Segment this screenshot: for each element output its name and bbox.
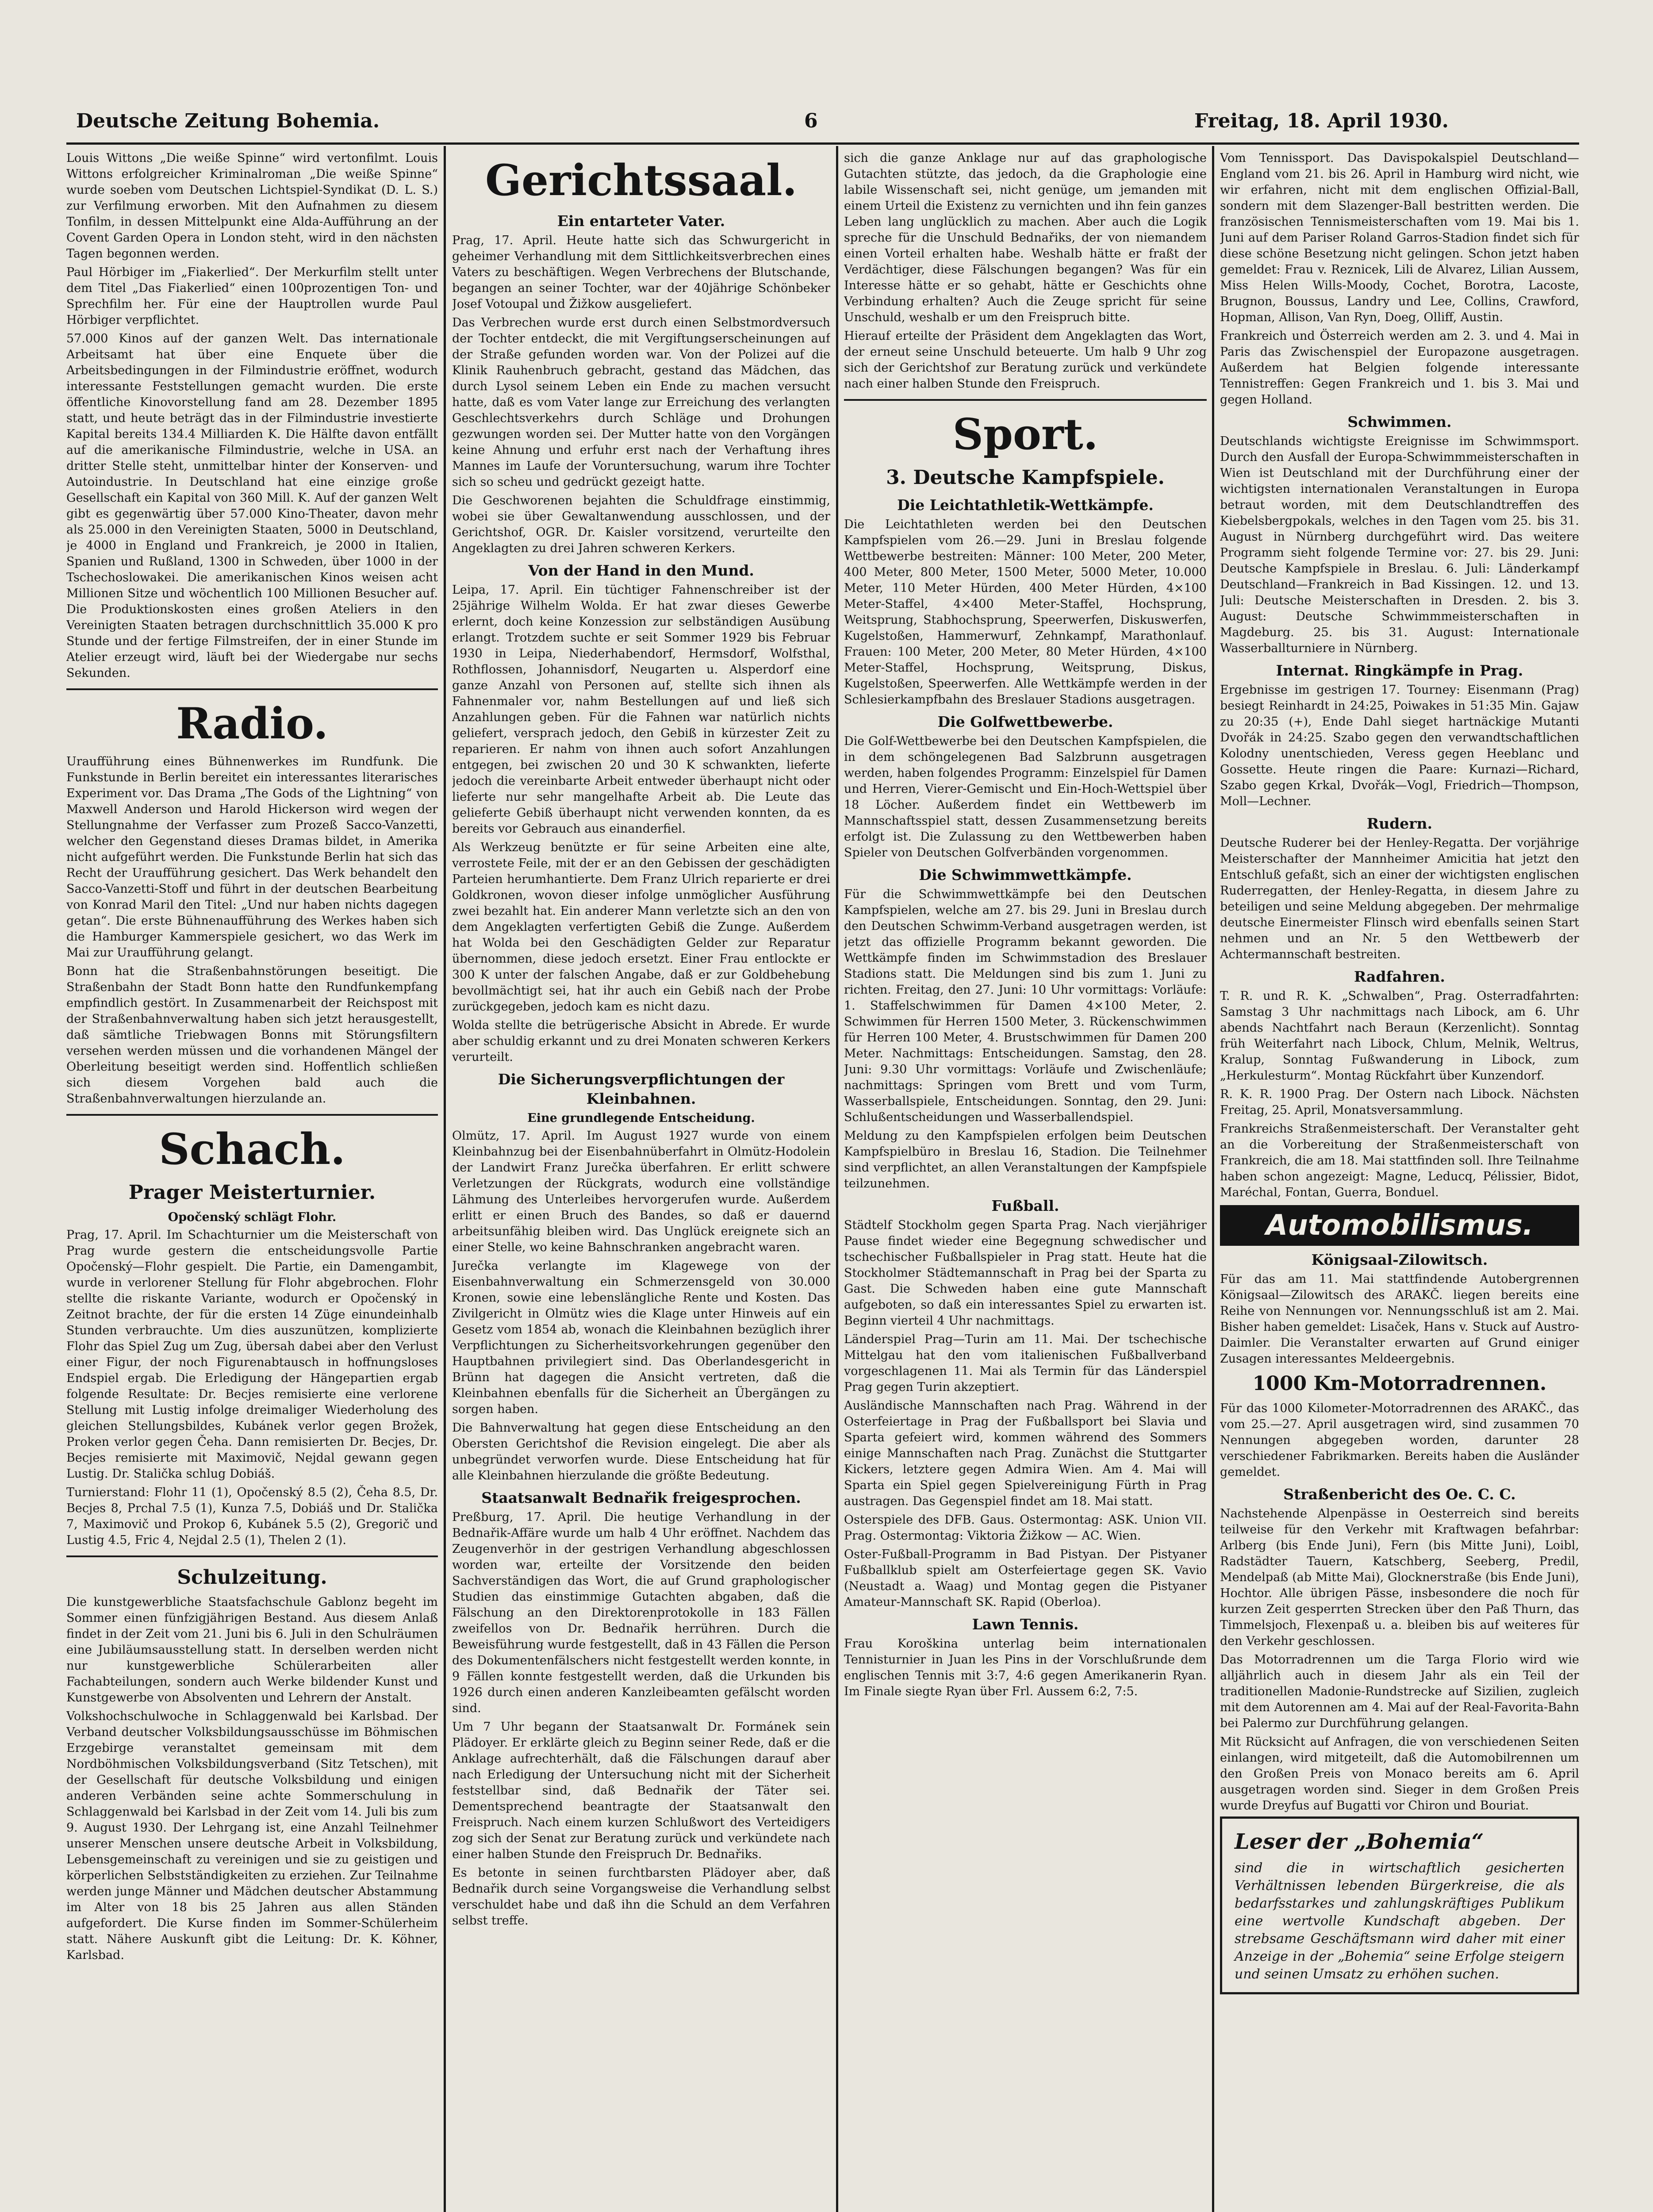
- header-rule: [66, 142, 1579, 145]
- bohemia-ad-box: [1220, 1816, 1579, 1994]
- article-heading: Von der Hand in den Mund.: [528, 562, 754, 579]
- article-paragraph: Länderspiel Prag—Turin am 11. Mai. Der tschechische Mittelgau hat den vom italienischen Fußballverband vorgeschlagenen 11. Mai als Termin für das Länderspiel Prag gegen Turin akzeptiert.: [844, 1333, 1207, 1394]
- column-2: [452, 150, 830, 2212]
- article-paragraph: Nachstehende Alpenpässe in Oesterreich sind bereits teilweise für den Verkehr mit Kraftwagen befahrbar: Arlberg (bis Ende Juni), Fern (bis Mitte Juni), Loibl, Radstädter Tauern, Katschberg, Seeberg, Predil, Mendelpaß (ab Mitte Mai), Glocknerstraße (bis Ende Juni), Hochtor. Alle übrigen Pässe, insbesondere die noch für kurzen Zeit gesperrten Strecken über den Paß Thurn, das Timmelsjoch, Flexenpaß u. a. bleiben bis auf weiteres für den Verkehr geschlossen.: [1220, 1507, 1579, 1648]
- article-paragraph: Meldung zu den Kampfspielen erfolgen beim Deutschen Kampfspielbüro in Breslau 16, Stadion. Die Teilnehmer sind verpflichtet, an allen Veranstaltungen der Kampfspiele teilzunehmen.: [844, 1129, 1207, 1190]
- article-paragraph: Ergebnisse im gestrigen 17. Tourney: Eisenmann (Prag) besiegt Reinhardt in 24:25, Poiwakes in 51:35 Min. Gajaw zu 20:35 (+), Ende Dahl sieget hartnäckige Mutanti Dvořák in 24:25. Szabo gegen den verwandtschaftlichen Kolodny unentschieden, Veress gegen Heeblanc und Gossette. Heute ringen die Paare: Kurnazi—Richard, Szabo gegen Krkal, Dvořák—Vogl, Friedrich—Thompson, Moll—Lechner.: [1220, 683, 1579, 808]
- radio-heading: Radio.: [176, 699, 328, 749]
- page-number: 6: [804, 110, 818, 132]
- article-paragraph: Die Geschworenen bejahten die Schuldfrage einstimmig, wobei sie über Gewaltanwendung ausschlossen, und der Gerichtshof, OGR. Dr. Kaisler vorsitzend, verurteilte den Angeklagten zu drei Jahren schweren Kerkers.: [452, 494, 830, 555]
- ad-title: Leser der „Bohemia“: [1235, 1829, 1484, 1854]
- divider: [66, 1114, 438, 1116]
- article-paragraph: Für das am 11. Mai stattfindende Autobergrennen Königsaal—Zilowitsch des ARAKČ. liegen bereits eine Reihe von Nennungen vor. Nennungsschluß ist am 2. Mai. Bisher haben gemeldet: Lisaček, Hans v. Stuck auf Austro-Daimler. Die Veranstalter erwarten auf Grund einiger Zusagen interessantes Meldeergebnis.: [1220, 1272, 1579, 1366]
- article-subheading: Eine grundlegende Entscheidung.: [527, 1111, 755, 1125]
- article-heading: Straßenbericht des Oe. C. C.: [1283, 1486, 1516, 1503]
- article-paragraph: Um 7 Uhr begann der Staatsanwalt Dr. Formánek sein Plädoyer. Er erklärte gleich zu Beginn seiner Rede, daß er die Anklage aufrechterhält, daß die Fälschungen darauf aber nach Erledigung der Untersuchung nicht mit der Sicherheit feststellbar sind, daß Bednařik der Täter sei. Dementsprechend beantragte der Staatsanwalt den Freispruch. Nach einem kurzen Schlußwort des Verteidigers zog sich der Senat zur Beratung zurück und verkündete nach einer halben Stunde den Freispruch Dr. Bednařiks.: [452, 1720, 830, 1861]
- article-paragraph: R. K. R. 1900 Prag. Der Ostern nach Libock. Nächsten Freitag, 25. April, Monatsversammlung.: [1220, 1087, 1579, 1117]
- article-paragraph: Wolda stellte die betrügerische Absicht in Abrede. Er wurde aber schuldig erkannt und zu drei Monaten schweren Kerkers verurteilt.: [452, 1018, 830, 1064]
- automobilismus-banner: Automobilismus.: [1220, 1205, 1579, 1246]
- article-paragraph: Das Verbrechen wurde erst durch einen Selbstmordversuch der Tochter entdeckt, die mit Vergiftungserscheinungen auf der Straße gefunden worden war. Von der Polizei auf die Klinik Rauhenbruch gebracht, gestand das Mädchen, das durch Lysol seinem Leben ein Ende zu machen versucht hatte, daß es vom Vater lange zur Erreichung des verlangten Geschlechtsverkehrs durch Schläge und Drohungen gezwungen worden sei. Der Mutter hatte von den Vorgängen keine Ahnung und erfuhr erst nach der Verhaftung ihres Mannes im Laufe der Voruntersuchung, warum ihre Tochter sich so scheu und gedrückt gezeigt hatte.: [452, 316, 830, 489]
- article-paragraph: Leipa, 17. April. Ein tüchtiger Fahnenschreiber ist der 25jährige Wilhelm Wolda. Er hat zwar dieses Gewerbe erlernt, doch keine Konzession zur selbständigen Ausübung erlangt. Trotzdem suchte er seit Sommer 1929 bis Februar 1930 in Leipa, Niederhabendorf, Hermsdorf, Wolfsthal, Rothflossen, Johannisdorf, Neugarten u. Alsperdorf eine ganze Anzahl von Personen auf, stellte sich ihnen als Fahnenmaler vor, nahm Bestellungen auf und ließ sich Anzahlungen geben. Für die Fahnen war natürlich nichts geliefert, versprach jedoch, den Gebiß in kürzester Zeit zu reparieren. Er nahm von ihnen auch sofort Anzahlungen entgegen, bei zwischen 20 und 30 K schwankten, lieferte jedoch die vereinbarte Arbeit entweder überhaupt nicht oder lieferte nur sehr mangelhafte Arbeit ab. Die Leute das gelieferte Gebiß überhaupt nicht verwenden konnten, da es bereits vor Gebrauch aus einanderfiel.: [452, 583, 830, 836]
- article-heading: Die Leichtathletik-Wettkämpfe.: [897, 496, 1154, 514]
- article-heading: Radfahren.: [1354, 968, 1446, 985]
- article-radio-uraufführung: Uraufführung eines Bühnenwerkes im Rundfunk. Die Funkstunde in Berlin bereitet ein interessantes literarisches Experiment vor. Das Drama „The Gods of the Lightning“ von Maxwell Anderson und Harold Hickerson wird wegen der Stellungnahme der Verfasser zum Prozeß Sacco-Vanzetti, welcher den Gegenstand dieses Dramas bildet, in Amerika nicht aufgeführt werden. Die Funkstunde Berlin hat sich das Recht der Uraufführung gesichert. Das Werk behandelt den Sacco-Vanzetti-Stoff und führt in der deutschen Bearbeitung von Konrad Maril den Titel: „Und nur haben nichts dagegen getan“. Die erste Bühnenaufführung des Werkes haben sich die Hamburger Kammerspiele gesichert, wo das Werk im Mai zur Uraufführung gelangt.: [66, 755, 438, 960]
- divider: [66, 688, 438, 690]
- article-gablonz: Die kunstgewerbliche Staatsfachschule Gablonz begeht im Sommer einen fünfzigjährigen Bestand. Aus diesem Anlaß findet in der Zeit vom 21. Juni bis 6. Juli in den Schulräumen eine Jubiläumsausstellung statt. In derselben werden nicht nur kunstgewerbliche Schülerarbeiten aller Fachabteilungen, sondern auch Werke bildender Kunst und Kunstgewerbe von Absolventen und Lehrern der Anstalt.: [66, 1595, 438, 1705]
- divider: [844, 399, 1207, 401]
- article-paragraph: Mit Rücksicht auf Anfragen, die von verschiedenen Seiten einlangen, wird mitgeteilt, daß die Automobilrennen um den Großen Preis von Monaco bereits am 6. April ausgetragen worden sind. Sieger in dem Großen Preis wurde Dreyfus auf Bugatti vor Chiron und Bouriat.: [1220, 1735, 1579, 1813]
- article-schlaggenwald: Volkshochschulwoche in Schlaggenwald bei Karlsbad. Der Verband deutscher Volksbildungsausschüsse im Böhmischen Erzgebirge veranstaltet gemeinsam mit dem Nordböhmischen Volksbildungsverband (Sitz Tetschen), mit der Gesellschaft für deutsche Volksbildung und einigen anderen Verbänden seine achte Sommerschulung in Schlaggenwald bei Karlsbad in der Zeit vom 14. Juli bis zum 9. August 1930. Der Lehrgang ist, eine Anzahl Teilnehmer unserer Menschen unsere deutsche Arbeit in Volksbildung, Lebensgemeinschaft zu vereinigen und sie zu geistigen und körperlichen Selbstständigkeiten zu erziehen. Zur Teilnahme werden junge Männer und Mädchen deutscher Abstammung im Alter von 18 bis 25 Jahren aus allen Ständen aufgefordert. Die Kurse finden im Sommer-Schülerheim statt. Nähere Auskunft gibt die Leitung: Dr. K. Köhner, Karlsbad.: [66, 1709, 438, 1962]
- article-paragraph: Prag, 17. April. Heute hatte sich das Schwurgericht in geheimer Verhandlung mit dem Sittlichkeitsverbrechen eines Vaters zu beschäftigen. Wegen Verbrechens der Blutschande, begangen an seiner Tochter, war der 40jährige Schönbeker Josef Votoupal und Žižkow ausgeliefert.: [452, 234, 830, 311]
- kampfspiele-heading: 3. Deutsche Kampfspiele.: [886, 466, 1165, 489]
- article-paragraph: Deutsche Ruderer bei der Henley-Regatta. Der vorjährige Meisterschafter der Mannheimer Amicitia hat jetzt den Entschluß gefaßt, sich an einer der wichtigsten englischen Ruderregatten, der Henley-Regatta, in diesem Jahre zu beteiligen und seine Meldung abgegeben. Der mehrmalige deutsche Einermeister Flinsch wird ebenfalls seinen Start nehmen und an Nr. 5 den Wettbewerb der Achtermannschaft bestreiten.: [1220, 836, 1579, 961]
- article-paragraph: Die Leichtathleten werden bei den Deutschen Kampfspielen vom 26.—29. Juni in Breslau folgende Wettbewerbe bestreiten: Männer: 100 Meter, 200 Meter, 400 Meter, 800 Meter, 1500 Meter, 5000 Meter, 10.000 Meter, 110 Meter Hürden, 400 Meter Hürden, 4×100 Meter-Staffel, 4×400 Meter-Staffel, Hochsprung, Weitsprung, Stabhochsprung, Speerwerfen, Diskuswerfen, Kugelstoßen, Hammerwurf, Zehnkampf, Marathonlauf. Frauen: 100 Meter, 200 Meter, 80 Meter Hürden, 4×100 Meter-Staffel, Hochsprung, Weitsprung, Diskus, Kugelstoßen, Speerwerfen. Alle Wettkämpfe werden in der Schlesierkampfbahn des Breslauer Stadions ausgetragen.: [844, 518, 1207, 707]
- column-rule-1: [444, 146, 446, 2212]
- article-paragraph: Frankreich und Österreich werden am 2. 3. und 4. Mai in Paris das Zwischenspiel der Europazone ausgetragen. Außerdem hat Belgien folgende interessante Tennistreffen: Gegen Frankreich und 1. bis 3. Mai und gegen Holland.: [1220, 329, 1579, 407]
- article-paragraph: Preßburg, 17. April. Die heutige Verhandlung in der Bednařik-Affäre wurde um halb 4 Uhr eröffnet. Nachdem das Zeugenverhör in der gestrigen Verhandlung abgeschlossen worden war, erteilte der Vorsitzende den beiden Sachverständigen das Wort, die auf Grund graphologischer Studien das einstimmige Gutachten abgaben, daß die Fälschung an den Direktorenprotokolle in 183 Fällen zweifellos von Dr. Bednařik herrühren. Durch die Beweisführung wurde festgestellt, daß in 43 Fällen die Person des Dokumentenfälschers nicht festgestellt werden konnte, in 9 Fällen konnte festgestellt werden, daß die Urkunden bis 1926 durch einen anderen Kanzleibeamten gefälscht worden sind.: [452, 1510, 830, 1715]
- article-paragraph: T. R. und R. K. „Schwalben“, Prag. Osterradfahrten: Samstag 3 Uhr nachmittags nach Libock, am 6. Uhr abends Nachtfahrt nach Beraun (Kerzenlicht). Sonntag früh Weiterfahrt nach Libock, Chlum, Melnik, Weltrus, Kralup, Sonntag Fußwanderung in Libock, zum „Herkulesturm“. Montag Rückfahrt über Kunzendorf.: [1220, 989, 1579, 1083]
- article-paragraph: sich die ganze Anklage nur auf das graphologische Gutachten stützte, das jedoch, da die Graphologie eine labile Wissenschaft sei, nicht genüge, um jemanden mit einem Urteil die Existenz zu vernichten und ihn fein ganzes Leben lang unglücklich zu machen. Aber auch die Logik spreche für die Unschuld Bednařiks, der von niemandem einen Vorteil erhalten habe. Weshalb hätte er fraßt der Verdächtiger, diese Fälschungen begangen? Was für ein Interesse hätte er so gehabt, hätte er Geschichts ohne Verbindung erhalten? Auch die Zeuge spricht für seine Unschuld, weshalb er um den Freispruch bitte.: [844, 151, 1207, 324]
- divider: [66, 1555, 438, 1557]
- article-schach: Prag, 17. April. Im Schachturnier um die Meisterschaft von Prag wurde gestern die entscheidungsvolle Partie Opočenský—Flohr gespielt. Die Partie, ein Damengambit, wurde in verlorener Stellung für Flohr abgebrochen. Flohr stellte die riskante Variante, wodurch er Opočenský in Zeitnot brachte, der für die ersten 14 Züge einundeinhalb Stunden verbrauchte. Um dies auszunützen, komplizierte Flohr das Spiel Zug um Zug, übersah dabei aber den Verlust einer Figur, der noch Figurenabtausch in hoffnungsloses Endspiel ergab. Die Erledigung der Hängepartien ergab folgende Resultate: Dr. Becjes remisierte eine verlorene Stellung mit Lustig infolge dreimaliger Wiederholung des gleichen Stellungsbildes, Kubánek verlor gegen Brožek, Proken verlor gegen Čeha. Dann remisierten Dr. Becjes, Dr. Becjes remisierte mit Maximovič, Nejdal gewann gegen Lustig. Dr. Stalička schlug Dobiáš.: [66, 1228, 438, 1481]
- column-1: [66, 150, 438, 2212]
- article-paragraph: Oster-Fußball-Programm in Bad Pistyan. Der Pistyaner Fußballklub spielt am Osterfeiertage gegen SK. Vavio (Neustadt a. Waag) und Montag gegen die Pistyaner Amateur-Mannschaft SK. Rapid (Oberloa).: [844, 1548, 1207, 1609]
- article-paragraph: Für das 1000 Kilometer-Motorradrennen des ARAKČ., das vom 25.—27. April ausgetragen wird, sind zusammen 70 Nennungen abgegeben worden, darunter 28 verschiedener Fabrikmarken. Bereits haben die Ausländer gemeldet.: [1220, 1402, 1579, 1479]
- article-schach-stand: Turnierstand: Flohr 11 (1), Opočenský 8.5 (2), Čeha 8.5, Dr. Becjes 8, Prchal 7.5 (1), Kunza 7.5, Dobiáš und Dr. Stalička 7, Maximovič und Prokop 6, Kubánek 5.5 (2), Gregorič und Lustig 4.5, Fric 4, Nejdal 2.5 (1), Thelen 2 (1).: [66, 1486, 438, 1547]
- sport-heading: Sport.: [952, 409, 1098, 459]
- column-3: [844, 150, 1207, 2212]
- article-heading: Die Schwimmwettkämpfe.: [919, 866, 1132, 883]
- article-paragraph: Frankreichs Straßenmeisterschaft. Der Veranstalter geht an die Vorbereitung der Straßenmeisterschaft von Frankreich, die am 18. Mai stattfinden soll. Ihre Teilnahme haben schon angezeigt: Magne, Leducq, Pélissier, Bidot, Maréchal, Fontan, Guerra, Bonduel.: [1220, 1122, 1579, 1199]
- article-paragraph: Als Werkzeug benützte er für seine Arbeiten eine alte, verrostete Feile, mit der er an den Gebissen der geschädigten Parteien herumhantierte. Dem Franz Ulrich reparierte er drei Goldkronen, wovon dieser infolge unmöglicher Ausführung zwei bezahlt hat. Ein anderer Mann verletzte sich an den von dem Angeklagten verfertigten Gebiß die Zunge. Außerdem hat Wolda bei den Geschädigten Gelder zur Reparatur übernommen, diese jedoch ersetzt. Einer Frau entlockte er 300 K unter der falschen Angabe, daß er zur Goldbehebung bevollmächtigt sei, hat ihr auch ein Gebiß nach der Probe zurückgegeben, jedoch kam es nicht dazu.: [452, 841, 830, 1014]
- ad-text: sind die in wirtschaftlich gesicherten Verhältnissen lebenden Bürgerkreise, die als bedarfsstarkes und zahlungskräftiges Publikum eine wertvolle Kundschaft abgeben. Der strebsame Geschäftsmann wird daher mit einer Anzeige in der „Bohemia“ seine Erfolge steigern und seinen Umsatz zu erhöhen suchen.: [1235, 1860, 1565, 1982]
- article-paragraph: Städtelf Stockholm gegen Sparta Prag. Nach vierjähriger Pause findet wieder eine Begegnung schwedischer und tschechischer Fußballspieler in Prag statt. Heute hat die Stockholmer Städtemannschaft in Prag bei der Sparta zu Gast. Die Schweden haben eine gute Mannschaft aufgeboten, so daß ein interessantes Spiel zu erwarten ist. Beginn vierteil 4 Uhr nachmittags.: [844, 1218, 1207, 1328]
- schach-subheading: Prager Meisterturnier.: [128, 1181, 376, 1204]
- issue-date: Freitag, 18. April 1930.: [1194, 110, 1449, 132]
- column-4: [1220, 150, 1579, 2212]
- article-heading: Lawn Tennis.: [972, 1616, 1079, 1633]
- article-radio-bonn: Bonn hat die Straßenbahnstörungen beseitigt. Die Straßenbahn der Stadt Bonn hatte den Rundfunkempfang empfindlich gestört. In Zusammenarbeit der Reichspost mit der Straßenbahnverwaltung haben sich jetzt herausgestellt, daß sämtliche Triebwagen Bonns mit Störungsfiltern versehen werden müssen und die vorhandenen Mängel der Oberleitung beseitigt werden sind. Hoffentlich schließen sich diesem Vorgehen bald auch die Straßenbahnverwaltungen hierzulande an.: [66, 964, 438, 1106]
- column-rule-3: [1212, 146, 1214, 2212]
- article-heading: Internat. Ringkämpfe in Prag.: [1276, 662, 1523, 679]
- gerichtssaal-heading: Gerichtssaal.: [485, 155, 798, 205]
- schach-subheading-2: Opočenský schlägt Flohr.: [168, 1210, 337, 1224]
- article-paragraph: Die Golf-Wettbewerbe bei den Deutschen Kampfspielen, die in dem schöngelegenen Bad Salzbrunn ausgetragen werden, haben folgendes Programm: Einzelspiel für Damen und Herren, Vierer-Gemischt und Ein-Hoch-Wettspiel über 18 Löcher. Außerdem findet ein Wettbewerb im Mannschaftsspiel statt, dessen Zusammensetzung bereits erfolgt ist. Die Zulassung zu den Wettbewerben haben Spieler von Deutschen Golfverbänden vorgenommen.: [844, 734, 1207, 860]
- article-paragraph: Vom Tennissport. Das Davispokalspiel Deutschland—England vom 21. bis 26. April in Hamburg wird nicht, wie wir erfahren, nicht mit dem englischen Offizial-Ball, sondern mit dem Slazenger-Ball bestritten werden. Die französischen Tennismeisterschaften vom 19. Mai bis 1. Juni auf dem Pariser Roland Garros-Stadion findet sich für diese schöne Besetzung nicht gelingen. Schon jetzt haben gemeldet: Frau v. Reznicek, Lili de Alvarez, Lilian Aussem, Miss Helen Wills-Moody, Cochet, Borotra, Lacoste, Brugnon, Boussus, Landry und Lee, Collins, Crawford, Hopman, Allison, Van Ryn, Doeg, Olliff, Austin.: [1220, 151, 1579, 324]
- article-paragraph: Olmütz, 17. April. Im August 1927 wurde von einem Kleinbahnzug bei der Eisenbahnüberfahrt in Olmütz-Hodolein der Landwirt Franz Jurečka überfahren. Er erlitt schwere Verletzungen der Rückgrats, wodurch eine vollständige Lähmung des Unterleibes hervorgerufen wurde. Außerdem erlitt er einen Bruch des Bandes, so daß er dauernd arbeitsunfähig bleiben wird. Das Unglück ereignete sich an einer Stelle, wo keine Bahnschranken angebracht waren.: [452, 1129, 830, 1254]
- article-heading: Die Sicherungsverpflichtungen der Kleinbahnen.: [498, 1071, 785, 1107]
- article-paragraph: Für die Schwimmwettkämpfe bei den Deutschen Kampfspielen, welche am 27. bis 29. Juni in Breslau durch den Deutschen Schwimm-Verband ausgetragen werden, ist jetzt das offizielle Programm bekannt geworden. Die Wettkämpfe finden im Schwimmstadion des Breslauer Stadions statt. Die Meldungen sind bis zum 1. Juni zu richten. Freitag, den 27. Juni: 10 Uhr vormittags: Vorläufe: 1. Staffelschwimmen für Damen 4×100 Meter, 2. Schwimmen für Herren 1500 Meter, 3. Rückenschwimmen für Herren 100 Meter, 4. Brustschwimmen für Damen 200 Meter. Nachmittags: Entscheidungen. Samstag, den 28. Juni: 9.30 Uhr vormittags: Vorläufe und Zwischenläufe; nachmittags: Springen vom Brett und vom Turm, Wasserballspiele, Entscheidungen. Sonntag, den 29. Juni: Schlußentscheidungen und Wasserballendspiel.: [844, 887, 1207, 1124]
- article-heading: 1000 Km-Motorradrennen.: [1252, 1372, 1547, 1395]
- article-paragraph: Es betonte in seinen furchtbarsten Plädoyer aber, daß Bednařik durch seine Vorgangsweise die Verhandlung selbst verschuldet habe und daß ihn die Schuld an dem Verfahren selbst treffe.: [452, 1866, 830, 1928]
- article-heading: Staatsanwalt Bednařik freigesprochen.: [481, 1489, 801, 1506]
- article-paragraph: Hierauf erteilte der Präsident dem Angeklagten das Wort, der erneut seine Unschuld beteuerte. Um halb 9 Uhr zog sich der Gerichtshof zur Beratung zurück und verkündete nach einer halben Stunde den Freispruch.: [844, 329, 1207, 391]
- article-weisse-spinne: Louis Wittons „Die weiße Spinne“ wird vertonfilmt. Louis Wittons erfolgreicher Kriminalroman „Die weiße Spinne“ wurde soeben vom Deutschen Lichtspiel-Syndikat (D. L. S.) zur Verfilmung erworben. Mit den Aufnahmen zu diesem Tonfilm, in dessen Mittelpunkt eine Alda-Aufführung an der Covent Garden Opera in London steht, wird in den nächsten Tagen begonnen werden.: [66, 151, 438, 261]
- article-heading: Ein entarteter Vater.: [557, 212, 725, 230]
- article-paragraph: Osterspiele des DFB. Gaus. Ostermontag: ASK. Union VII. Prag. Ostermontag: Viktoria Žižkow — AC. Wien.: [844, 1513, 1207, 1543]
- article-paragraph: Die Bahnverwaltung hat gegen diese Entscheidung an den Obersten Gerichtshof die Revision eingelegt. Die aber als unbegründet verworfen wurde. Diese Entscheidung hat für alle Kleinbahnen hierzulande die größte Bedeutung.: [452, 1421, 830, 1482]
- article-heading: Rudern.: [1366, 815, 1433, 832]
- article-paragraph: Deutschlands wichtigste Ereignisse im Schwimmsport. Durch den Ausfall der Europa-Schwimmmeisterschaften in Wien ist Deutschland mit der Durchführung einer der wichtigsten internationalen Veranstaltungen in Europa betraut worden, mit dem Deutschlandtreffen des Kiebelsbergpokals, welches in den Tagen vom 25. bis 31. August in Nürnberg durchgeführt wird. Das weitere Programm sieht folgende Termine vor: 27. bis 29. Juni: Deutsche Kampfspiele in Breslau. 6. Juli: Länderkampf Deutschland—Frankreich in Bad Kissingen. 12. und 13. Juli: Deutsche Meisterschaften in Dresden. 2. bis 3. August: Deutsche Schwimmmeisterschaften in Magdeburg. 25. bis 31. August: Internationale Wasserballturniere in Nürnberg.: [1220, 434, 1579, 655]
- article-paragraph: Frau Koroškina unterlag beim internationalen Tennisturnier in Juan les Pins in der Vorschlußrunde dem englischen Tennis mit 3:7, 4:6 gegen Amerikanerin Ryan. Im Finale siegte Ryan über Frl. Aussem 6:2, 7:5.: [844, 1637, 1207, 1698]
- article-heading: Königsaal-Zilowitsch.: [1311, 1251, 1488, 1268]
- article-kinos: 57.000 Kinos auf der ganzen Welt. Das internationale Arbeitsamt hat über eine Enquete über die Arbeitsbedingungen in der Filmindustrie eröffnet, wodurch interessante Feststellungen gemacht wurden. Die erste öffentliche Kinovorstellung fand am 28. Dezember 1895 statt, und heute beträgt das in der Filmindustrie investierte Kapital bereits 134.4 Milliarden K. Die Hälfte davon entfällt auf die amerikanische Filmindustrie, welche in USA. an dritter Stelle steht, unmittelbar hinter der Konserven- und Autoindustrie. In Deutschland hat eine einzige große Gesellschaft ein Kapital von 360 Mill. K. Auf der ganzen Welt gibt es gegenwärtig über 57.000 Kino-Theater, davon mehr als 25.000 in den Vereinigten Staaten, 5000 in Deutschland, je 4000 in England und Frankreich, je 2000 in Italien, Spanien und Rußland, 1300 in Schweden, über 1000 in der Tschechoslowakei. Die amerikanischen Kinos weisen acht Millionen Sitze und wöchentlich 100 Millionen Besucher auf. Die Produktionskosten eines großen Ateliers in den Vereinigten Staaten betragen durchschnittlich 35.000 K pro Stunde und der fertige Filmstreifen, der in einer Stunde im Atelier erzeugt wird, läuft bei der Wiedergabe nur sechs Sekunden.: [66, 332, 438, 680]
- newspaper-name: Deutsche Zeitung Bohemia.: [76, 110, 380, 132]
- article-paragraph: Das Motorradrennen um die Targa Florio wird wie alljährlich auch in diesem Jahr als ein Teil der traditionellen Madonie-Rundstrecke auf Sizilien, zugleich mit dem Autorennen am 4. Mai auf der Real-Favorita-Bahn bei Palermo zur Durchführung gelangen.: [1220, 1653, 1579, 1730]
- article-paragraph: Jurečka verlangte im Klagewege von der Eisenbahnverwaltung ein Schmerzensgeld von 30.000 Kronen, sowie eine lebenslängliche Rente und Kosten. Das Zivilgericht in Olmütz wies die Klage unter Hinweis auf ein Gesetz vom 1854 ab, wonach die Kleinbahnen bezüglich ihrer Verpflichtungen zu Sicherheitsvorkehrungen gegenüber den Hauptbahnen privilegiert sind. Das Oberlandesgericht in Brünn hat dagegen die Ansicht vertreten, daß die Kleinbahnen ebenfalls für die Sicherheit an Übergängen zu sorgen haben.: [452, 1259, 830, 1416]
- article-paragraph: Ausländische Mannschaften nach Prag. Während in der Osterfeiertage in Prag der Fußballsport bei Slavia und Sparta gefeiert wird, kommen während des Sommers einige Mannschaften nach Prag. Zunächst die Stuttgarter Kickers, letztere gegen Admira Wien. Am 4. Mai will Sparta ein Spiel gegen Spielvereinigung Fürth in Prag austragen. Das Gegenspiel findet am 18. Mai statt.: [844, 1399, 1207, 1508]
- article-heading: Fußball.: [991, 1197, 1059, 1214]
- article-heading: Schwimmen.: [1347, 413, 1452, 430]
- schach-heading: Schach.: [159, 1124, 345, 1174]
- article-fiakerlied: Paul Hörbiger im „Fiakerlied“. Der Merkurfilm stellt unter dem Titel „Das Fiakerlied“ einen 100prozentigen Ton- und Sprechfilm her. Für eine der Hauptrollen wurde Paul Hörbiger verpflichtet.: [66, 265, 438, 327]
- article-heading: Die Golfwettbewerbe.: [937, 713, 1113, 730]
- schulzeitung-heading: Schulzeitung.: [177, 1566, 327, 1589]
- column-rule-2: [836, 146, 838, 2212]
